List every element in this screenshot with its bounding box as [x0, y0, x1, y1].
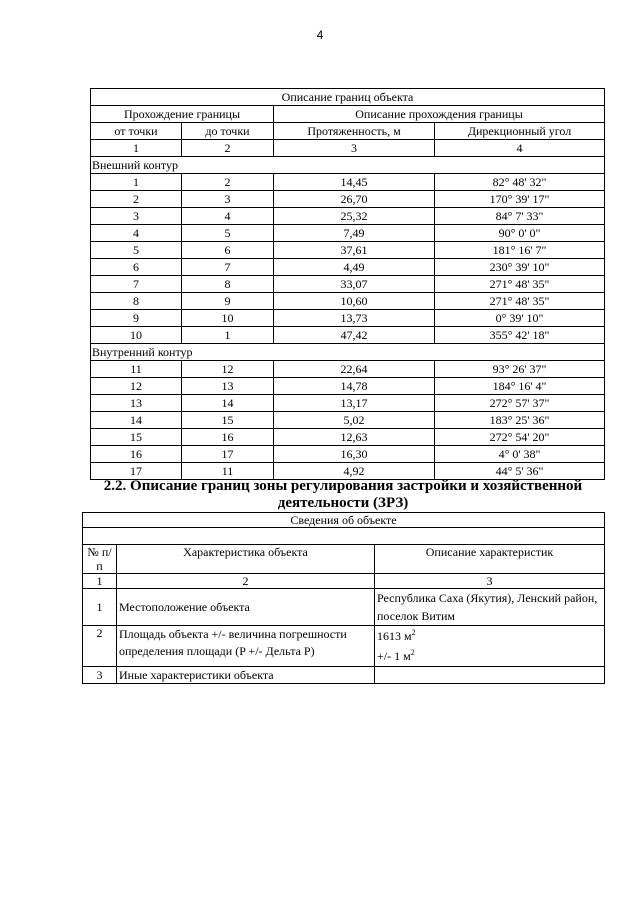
- area-value-line: [377, 626, 602, 646]
- cell-direction-angle: 230° 39' 10": [435, 259, 605, 276]
- table-row: [91, 310, 605, 327]
- cell-length: 14,78: [274, 378, 435, 395]
- table-row: [91, 412, 605, 429]
- cell-direction-angle: 93° 26' 37": [435, 361, 605, 378]
- cell-from-point: 12: [91, 378, 182, 395]
- cell-direction-angle: 271° 48' 35": [435, 293, 605, 310]
- cell-to-point: 1: [182, 327, 274, 344]
- table-row: [91, 463, 605, 480]
- cell-from-point: 3: [91, 208, 182, 225]
- cell-from-point: 2: [91, 191, 182, 208]
- table-title-row: [83, 513, 605, 528]
- area-unit-sup: 2: [410, 648, 415, 657]
- table-row: [91, 276, 605, 293]
- cell-direction-angle: 44° 5' 36": [435, 463, 605, 480]
- area-value: 1613 м: [377, 629, 412, 643]
- cell-direction-angle: 90° 0' 0": [435, 225, 605, 242]
- col-number: 3: [274, 140, 435, 157]
- cell-to-point: 13: [182, 378, 274, 395]
- cell-from-point: 15: [91, 429, 182, 446]
- table-row: [91, 259, 605, 276]
- row-description: [375, 667, 605, 684]
- cell-from-point: 11: [91, 361, 182, 378]
- cell-direction-angle: 355° 42' 18": [435, 327, 605, 344]
- cell-from-point: 4: [91, 225, 182, 242]
- cell-direction-angle: 84° 7' 33": [435, 208, 605, 225]
- cell-from-point: 8: [91, 293, 182, 310]
- col-number: 2: [182, 140, 274, 157]
- cell-direction-angle: 82° 48' 32": [435, 174, 605, 191]
- row-characteristic: Площадь объекта +/- величина погрешности определения площади (P +/- Дельта P): [117, 626, 375, 667]
- cell-length: 4,49: [274, 259, 435, 276]
- area-delta-line: [377, 646, 602, 666]
- col-number: 3: [375, 574, 605, 589]
- section-heading: 2.2. Описание границ зоны регулирования застройки и хозяйственной деятельности (ЗРЗ): [103, 478, 583, 511]
- cell-length: 13,17: [274, 395, 435, 412]
- cell-from-point: 10: [91, 327, 182, 344]
- table-row: [91, 242, 605, 259]
- row-number: 2: [83, 626, 117, 667]
- row-description: Республика Саха (Якутия), Ленский район, поселок Витим: [375, 589, 605, 626]
- col-header-description: Описание характеристик: [375, 545, 605, 574]
- table-title: Описание границ объекта: [91, 89, 605, 106]
- cell-direction-angle: 272° 57' 37": [435, 395, 605, 412]
- cell-length: 5,02: [274, 412, 435, 429]
- spacer-row: [83, 528, 605, 545]
- table-title: Сведения об объекте: [83, 513, 605, 528]
- table-row: [83, 667, 605, 684]
- col-header-angle: Дирекционный угол: [435, 123, 605, 140]
- col-number: 1: [83, 574, 117, 589]
- cell-length: 26,70: [274, 191, 435, 208]
- row-number: 1: [83, 589, 117, 626]
- cell-to-point: 17: [182, 446, 274, 463]
- column-header-row: [83, 545, 605, 574]
- cell-to-point: 8: [182, 276, 274, 293]
- table-row: [83, 626, 605, 667]
- cell-length: 25,32: [274, 208, 435, 225]
- column-number-row: [91, 140, 605, 157]
- table-title-row: [91, 89, 605, 106]
- row-characteristic: Местоположение объекта: [117, 589, 375, 626]
- col-header-no: № п/п: [83, 545, 117, 574]
- table-row: [91, 327, 605, 344]
- cell-to-point: 10: [182, 310, 274, 327]
- cell-from-point: 9: [91, 310, 182, 327]
- column-number-row: [83, 574, 605, 589]
- cell-from-point: 14: [91, 412, 182, 429]
- cell-from-point: 1: [91, 174, 182, 191]
- outer-contour-label: Внешний контур: [91, 157, 605, 174]
- row-characteristic: Иные характеристики объекта: [117, 667, 375, 684]
- table-row: [91, 446, 605, 463]
- col-number: 2: [117, 574, 375, 589]
- table-row: [83, 589, 605, 626]
- cell-direction-angle: 184° 16' 4": [435, 378, 605, 395]
- cell-to-point: 7: [182, 259, 274, 276]
- table-row: [91, 361, 605, 378]
- cell-to-point: 9: [182, 293, 274, 310]
- cell-from-point: 5: [91, 242, 182, 259]
- inner-contour-row: [91, 344, 605, 361]
- cell-to-point: 15: [182, 412, 274, 429]
- cell-length: 10,60: [274, 293, 435, 310]
- object-info-table: [82, 512, 605, 684]
- cell-to-point: 5: [182, 225, 274, 242]
- boundaries-table: [90, 88, 605, 480]
- cell-length: 12,63: [274, 429, 435, 446]
- cell-length: 37,61: [274, 242, 435, 259]
- col-header-to: до точки: [182, 123, 274, 140]
- col-header-length: Протяженность, м: [274, 123, 435, 140]
- col-number: 1: [91, 140, 182, 157]
- cell-to-point: 12: [182, 361, 274, 378]
- cell-to-point: 11: [182, 463, 274, 480]
- cell-to-point: 16: [182, 429, 274, 446]
- row-number: 3: [83, 667, 117, 684]
- cell-length: 47,42: [274, 327, 435, 344]
- cell-length: 14,45: [274, 174, 435, 191]
- group-header-description: Описание прохождения границы: [274, 106, 605, 123]
- cell-direction-angle: 4° 0' 38": [435, 446, 605, 463]
- cell-from-point: 16: [91, 446, 182, 463]
- table-row: [91, 293, 605, 310]
- cell-to-point: 4: [182, 208, 274, 225]
- table-row: [91, 225, 605, 242]
- cell-from-point: 6: [91, 259, 182, 276]
- cell-from-point: 13: [91, 395, 182, 412]
- cell-length: 22,64: [274, 361, 435, 378]
- table-row: [91, 395, 605, 412]
- cell-direction-angle: 181° 16' 7": [435, 242, 605, 259]
- inner-contour-label: Внутренний контур: [91, 344, 605, 361]
- cell-length: 16,30: [274, 446, 435, 463]
- group-header-row: [91, 106, 605, 123]
- cell-length: 33,07: [274, 276, 435, 293]
- row-description: [375, 626, 605, 667]
- table-row: [91, 208, 605, 225]
- cell-direction-angle: 183° 25' 36": [435, 412, 605, 429]
- cell-length: 7,49: [274, 225, 435, 242]
- cell-from-point: 17: [91, 463, 182, 480]
- col-number: 4: [435, 140, 605, 157]
- cell-to-point: 3: [182, 191, 274, 208]
- cell-direction-angle: 0° 39' 10": [435, 310, 605, 327]
- col-header-characteristic: Характеристика объекта: [117, 545, 375, 574]
- table-row: [91, 429, 605, 446]
- area-unit-sup: 2: [411, 628, 416, 637]
- cell-to-point: 14: [182, 395, 274, 412]
- cell-length: 4,92: [274, 463, 435, 480]
- page-number: 4: [316, 28, 324, 42]
- cell-to-point: 2: [182, 174, 274, 191]
- column-header-row: [91, 123, 605, 140]
- table-row: [91, 191, 605, 208]
- cell-length: 13,73: [274, 310, 435, 327]
- outer-contour-row: [91, 157, 605, 174]
- cell-direction-angle: 272° 54' 20": [435, 429, 605, 446]
- cell-direction-angle: 170° 39' 17": [435, 191, 605, 208]
- table-row: [91, 174, 605, 191]
- area-delta: +/- 1 м: [377, 649, 411, 663]
- group-header-passage: Прохождение границы: [91, 106, 274, 123]
- col-header-from: от точки: [91, 123, 182, 140]
- cell-direction-angle: 271° 48' 35": [435, 276, 605, 293]
- cell-to-point: 6: [182, 242, 274, 259]
- table-row: [91, 378, 605, 395]
- cell-from-point: 7: [91, 276, 182, 293]
